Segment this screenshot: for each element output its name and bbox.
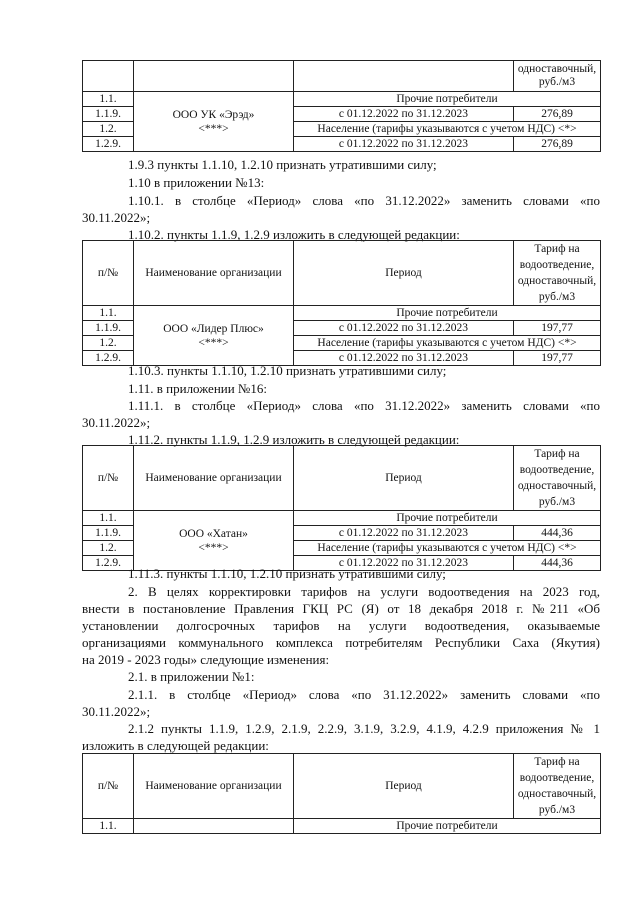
category-cell: Прочие потребители	[294, 819, 601, 834]
paragraph: 2. В целях корректировки тарифов на услуги водоотведения на 2023 год,	[128, 584, 600, 599]
tariff-cell: 444,36	[514, 556, 601, 571]
tariff-cell: 197,77	[514, 351, 601, 366]
period-cell: с 01.12.2022 по 31.12.2023	[294, 137, 514, 152]
header-number: п/№	[83, 446, 134, 511]
header-period: Период	[294, 241, 514, 306]
row-number: 1.1.	[83, 92, 134, 107]
tariff-header-cell: одноставочный, руб./м3	[514, 61, 601, 92]
row-number: 1.1.	[83, 511, 134, 526]
row-number: 1.1.	[83, 819, 134, 834]
paragraph: 1.11.3. пункты 1.1.10, 1.2.10 признать утратившими силу;	[128, 566, 446, 581]
table-row	[83, 819, 601, 834]
header-period: Период	[294, 446, 514, 511]
category-cell: Прочие потребители	[294, 306, 601, 321]
organization-note: <***>	[198, 336, 229, 349]
organization-cell	[134, 819, 294, 834]
paragraph: 1.10.2. пункты 1.1.9, 1.2.9 изложить в следующей редакции:	[128, 227, 460, 242]
table-row	[83, 511, 601, 526]
paragraph: на 2019 - 2023 годы» следующие изменения:	[82, 652, 330, 667]
category-cell: Население (тарифы указываются с учетом НДС) <*>	[294, 336, 601, 351]
table-cell	[83, 61, 134, 92]
paragraph: 1.11.1. в столбце «Период» слова «по 31.12.2022» заменить словами «по	[128, 398, 600, 413]
tariff-table-khatan	[82, 445, 601, 571]
header-organization: Наименование организации	[134, 241, 294, 306]
organization-cell	[134, 92, 294, 152]
header-number: п/№	[83, 754, 134, 819]
row-number: 1.1.	[83, 306, 134, 321]
paragraph: 1.11.2. пункты 1.1.9, 1.2.9 изложить в следующей редакции:	[128, 432, 460, 447]
row-number: 1.2.	[83, 336, 134, 351]
period-cell: с 01.12.2022 по 31.12.2023	[294, 351, 514, 366]
category-cell: Прочие потребители	[294, 511, 601, 526]
header-tariff: Тариф на водоотведение, одноставочный, руб./м3	[514, 754, 601, 819]
tariff-cell: 197,77	[514, 321, 601, 336]
tariff-table-ured	[82, 60, 601, 152]
header-tariff: Тариф на водоотведение, одноставочный, руб./м3	[514, 241, 601, 306]
tariff-cell: 276,89	[514, 137, 601, 152]
row-number: 1.1.9.	[83, 526, 134, 541]
category-cell: Прочие потребители	[294, 92, 601, 107]
table-header-row	[83, 241, 601, 306]
table-row	[83, 61, 601, 92]
row-number: 1.1.9.	[83, 321, 134, 336]
organization-cell	[134, 511, 294, 571]
organization-name: ООО «Хатан»	[179, 527, 248, 540]
paragraph: изложить в следующей редакции:	[82, 738, 269, 753]
row-number: 1.2.	[83, 541, 134, 556]
category-cell: Население (тарифы указываются с учетом НДС) <*>	[294, 122, 601, 137]
paragraph: 1.10.1. в столбце «Период» слова «по 31.12.2022» заменить словами «по	[128, 193, 600, 208]
tariff-cell: 276,89	[514, 107, 601, 122]
tariff-table-appendix-1	[82, 753, 601, 834]
row-number: 1.2.	[83, 122, 134, 137]
table-cell	[294, 61, 514, 92]
row-number: 1.1.9.	[83, 107, 134, 122]
organization-name: ООО «Лидер Плюс»	[163, 322, 264, 335]
table-header-row	[83, 754, 601, 819]
table-row	[83, 92, 601, 107]
paragraph: 2.1.1. в столбце «Период» слова «по 31.12.2022» заменить словами «по	[128, 687, 600, 702]
category-cell: Население (тарифы указываются с учетом НДС) <*>	[294, 541, 601, 556]
tariff-table-lider-plus	[82, 240, 601, 366]
paragraph: 1.10.3. пункты 1.1.10, 1.2.10 признать утратившими силу;	[128, 363, 447, 378]
header-number: п/№	[83, 241, 134, 306]
organization-name: ООО УК «Эрэд»	[172, 108, 255, 121]
period-cell: с 01.12.2022 по 31.12.2023	[294, 321, 514, 336]
organization-note: <***>	[198, 541, 229, 554]
organization-cell	[134, 306, 294, 366]
header-tariff: Тариф на водоотведение, одноставочный, руб./м3	[514, 446, 601, 511]
row-number: 1.2.9.	[83, 137, 134, 152]
table-header-row	[83, 446, 601, 511]
paragraph: 30.11.2022»;	[82, 415, 151, 430]
paragraph: 1.10 в приложении №13:	[128, 175, 265, 190]
paragraph: установлении долгосрочных тарифов на услуги водоотведения, оказываемые	[82, 618, 600, 633]
tariff-cell: 444,36	[514, 526, 601, 541]
table-cell	[134, 61, 294, 92]
paragraph: 1.11. в приложении №16:	[128, 381, 267, 396]
paragraph: 2.1.2 пункты 1.1.9, 1.2.9, 2.1.9, 2.2.9, 3.1.9, 3.2.9, 4.1.9, 4.2.9 приложения № 1	[128, 721, 600, 736]
period-cell: с 01.12.2022 по 31.12.2023	[294, 526, 514, 541]
header-organization: Наименование организации	[134, 754, 294, 819]
paragraph: внести в постановление Правления ГКЦ РС (Я) от 18 декабря 2018 г. №211 «Об	[82, 601, 600, 616]
paragraph: 30.11.2022»;	[82, 210, 151, 225]
row-number: 1.2.9.	[83, 556, 134, 571]
table-row	[83, 306, 601, 321]
organization-note: <***>	[198, 122, 229, 135]
paragraph: 30.11.2022»;	[82, 704, 151, 719]
header-period: Период	[294, 754, 514, 819]
paragraph: 1.9.3 пункты 1.1.10, 1.2.10 признать утратившими силу;	[128, 157, 437, 172]
row-number: 1.2.9.	[83, 351, 134, 366]
period-cell: с 01.12.2022 по 31.12.2023	[294, 107, 514, 122]
paragraph: организациями коммунального комплекса потребителям Республики Саха (Якутия)	[82, 635, 600, 650]
header-organization: Наименование организации	[134, 446, 294, 511]
paragraph: 2.1. в приложении №1:	[128, 669, 255, 684]
period-cell: с 01.12.2022 по 31.12.2023	[294, 556, 514, 571]
